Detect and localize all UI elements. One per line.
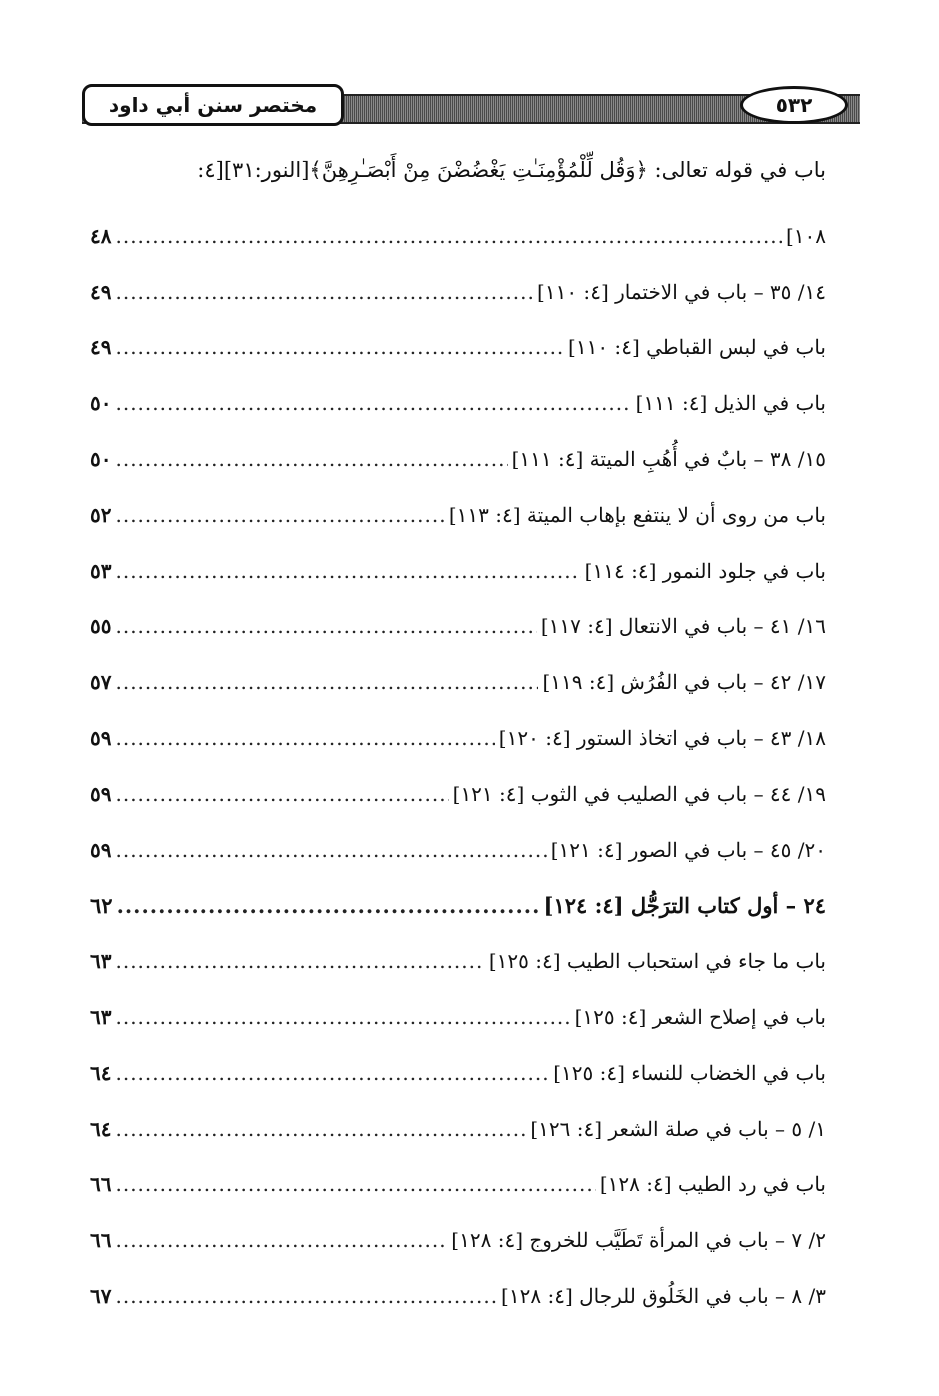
- toc-row: [90, 1101, 826, 1157]
- toc-entry-title: ٢/ ٧ – باب في المرأة تَطَيَّب للخروج [٤: ١٢٨]: [451, 1228, 826, 1253]
- toc-row: [90, 1045, 826, 1101]
- toc-leader-dots: [115, 224, 781, 248]
- toc-leader-dots: [115, 447, 507, 471]
- toc-row: [90, 375, 826, 431]
- toc-entry-page: ٥٢: [90, 502, 112, 527]
- toc-row: [90, 933, 826, 989]
- toc-entry-title: ١٥/ ٣٨ – بابٌ في أُهُبِ الميتة [٤: ١١١]: [511, 447, 826, 472]
- toc-entry-title: باب في رد الطيب [٤: ١٢٨]: [599, 1172, 826, 1197]
- toc-entry-page: ٤٩: [90, 279, 112, 304]
- toc-leader-dots: [117, 893, 540, 918]
- toc-row: [90, 487, 826, 543]
- page-number-box: [740, 86, 848, 124]
- toc-entry-page: ٦٣: [90, 1005, 112, 1030]
- toc-entry-page: ٥٠: [90, 391, 112, 416]
- toc-entry-title: ٢٤ – أول كتاب الترَجُّل [٤: ١٢٤]: [543, 892, 826, 918]
- toc-entry-page: ٥٧: [90, 670, 112, 695]
- toc-row: [90, 431, 826, 487]
- toc-entry-page: ٦٤: [90, 1116, 112, 1141]
- toc-leader-dots: [115, 1284, 497, 1308]
- toc-row: [90, 1212, 826, 1268]
- toc-entry-title: باب ما جاء في استحباب الطيب [٤: ١٢٥]: [488, 949, 826, 974]
- toc-row: [90, 543, 826, 599]
- toc-row: [90, 1157, 826, 1213]
- toc-entry-page: ٥٩: [90, 837, 112, 862]
- toc-entry-page: ٦٣: [90, 949, 112, 974]
- toc-row: [90, 599, 826, 655]
- toc-entry-title: باب في الخضاب للنساء [٤: ١٢٥]: [553, 1060, 826, 1085]
- toc-entry-title: ١٩/ ٤٤ – باب في الصليب في الثوب [٤: ١٢١]: [452, 781, 826, 806]
- toc-leader-dots: [115, 949, 484, 973]
- toc-leader-dots: [115, 280, 533, 304]
- toc-entry-page: ٥٩: [90, 781, 112, 806]
- toc-row: [90, 654, 826, 710]
- toc-leader-dots: [115, 1061, 549, 1085]
- toc-leader-dots: [115, 559, 580, 583]
- toc-leader-dots: [115, 838, 546, 862]
- toc-entry-title: باب من روى أن لا ينتفع بإهاب الميتة [٤: ١١٣]: [448, 502, 826, 527]
- toc-leader-dots: [115, 503, 444, 527]
- toc-entry-title: ١/ ٥ – باب في صلة الشعر [٤: ١٢٦]: [530, 1116, 826, 1141]
- toc-entry-page: ٦٧: [90, 1284, 112, 1309]
- toc-entry-title: ١٦/ ٤١ – باب في الانتعال [٤: ١١٧]: [540, 614, 826, 639]
- toc-leader-dots: [115, 1228, 447, 1252]
- toc-row: [90, 264, 826, 320]
- toc-entry-title: باب في الذيل [٤: ١١١]: [635, 391, 826, 416]
- book-title-box: [82, 84, 344, 126]
- toc-entry-title: ١٧/ ٤٢ – باب في الفُرُش [٤: ١١٩]: [542, 670, 826, 695]
- toc-entry-page: ٥٠: [90, 447, 112, 472]
- toc-leader-dots: [115, 1172, 595, 1196]
- toc-row: [90, 766, 826, 822]
- toc-heading: باب في قوله تعالى: ﴿وَقُل لِّلْمُؤْمِنَـٰتِ يَغْضُضْنَ مِنْ أَبْصَـٰرِهِنَّ﴾[النور:٣١][٤:: [197, 158, 826, 182]
- toc-row: [90, 208, 826, 264]
- toc-entry-page: ٦٢: [90, 892, 113, 918]
- toc-entry-title: ١٠٨]: [785, 223, 826, 248]
- toc-leader-dots: [115, 1005, 570, 1029]
- toc-leader-dots: [115, 782, 448, 806]
- toc-row: [90, 320, 826, 376]
- toc-entry-title: باب في لبس القباطي [٤: ١١٠]: [568, 335, 826, 360]
- toc-leader-dots: [115, 1117, 526, 1141]
- toc-row: [90, 1268, 826, 1324]
- toc-leader-dots: [115, 391, 631, 415]
- toc-entry-page: ٦٦: [90, 1228, 112, 1253]
- toc-leader-dots: [115, 614, 536, 638]
- toc-row: [90, 710, 826, 766]
- table-of-contents: [90, 208, 826, 1324]
- toc-entry-page: ٤٨: [90, 223, 112, 248]
- toc-entry-page: ٦٦: [90, 1172, 112, 1197]
- toc-entry-title: ١٤/ ٣٥ – باب في الاختمار [٤: ١١٠]: [537, 279, 826, 304]
- toc-leader-dots: [115, 335, 564, 359]
- toc-entry-title: باب في جلود النمور [٤: ١١٤]: [584, 558, 826, 583]
- toc-entry-page: ٥٣: [90, 558, 112, 583]
- toc-row: [90, 822, 826, 878]
- toc-row: [90, 878, 826, 934]
- page-header: [82, 84, 860, 130]
- toc-entry-page: ٥٥: [90, 614, 112, 639]
- toc-entry-page: ٥٩: [90, 726, 112, 751]
- toc-entry-title: ١٨/ ٤٣ – باب في اتخاذ الستور [٤: ١٢٠]: [498, 726, 826, 751]
- toc-entry-title: ٢٠/ ٤٥ – باب في الصور [٤: ١٢١]: [550, 837, 826, 862]
- toc-entry-page: ٦٤: [90, 1060, 112, 1085]
- toc-row: [90, 989, 826, 1045]
- toc-entry-title: باب في إصلاح الشعر [٤: ١٢٥]: [574, 1005, 826, 1030]
- toc-entry-page: ٤٩: [90, 335, 112, 360]
- toc-leader-dots: [115, 726, 494, 750]
- book-title: مختصر سنن أبي داود: [108, 93, 318, 117]
- toc-entry-title: ٣/ ٨ – باب في الخَلُوق للرجال [٤: ١٢٨]: [501, 1284, 826, 1309]
- page-number: ٥٣٢: [775, 93, 813, 117]
- toc-leader-dots: [115, 670, 538, 694]
